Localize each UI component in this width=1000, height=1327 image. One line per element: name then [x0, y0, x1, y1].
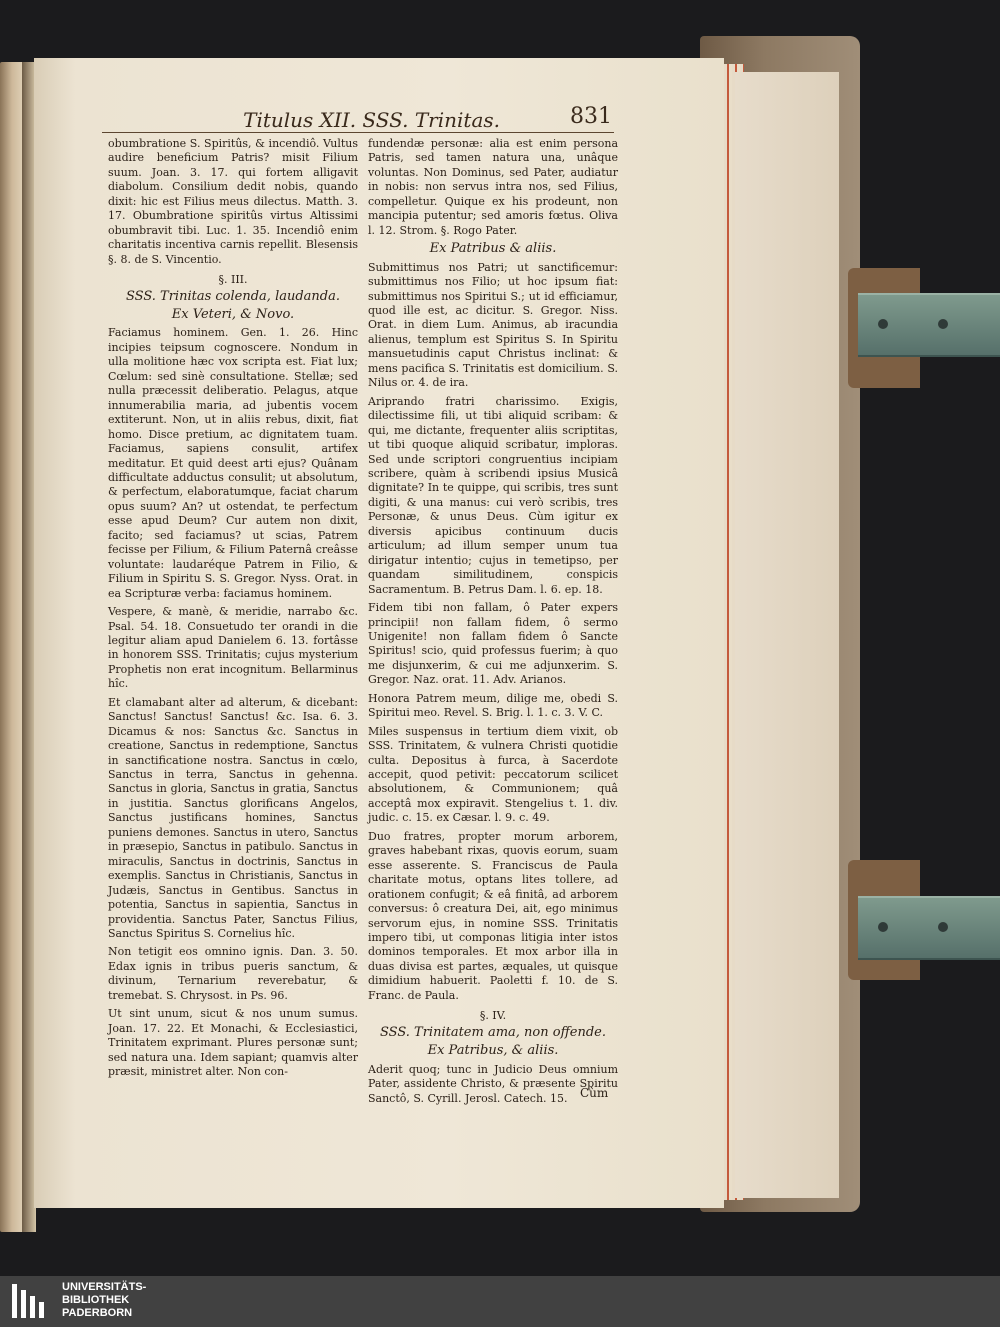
- section-subheading: Ex Patribus, & aliis.: [427, 1043, 559, 1059]
- paragraph: Ariprando fratri charissimo. Exigis, dilectissime fili, ut tibi aliquid scribam: & qui, me dictante, frequenter aliis scriptitas, ut tibi quoque aliquid scribatur, imploras. Sed unde scriptori congruentius incipiam scribere, quàm à scribendi ipsius Musicâ dignitate? In te quippe, qui scribis, tres sunt digiti, & una manus: cui verò scribis, tres Personæ, & unus Deus. Cùm igitur ex diversis apicibus continuum ducis articulum; ad illum semper unum tua dirigatur intentio; cujus in temetipso, per quandam similitudinem, conspicis Sacramentum. B. Petrus Dam. l. 6. ep. 18.: [368, 394, 618, 596]
- rivet-icon: [938, 319, 948, 329]
- paragraph: Ut sint unum, sicut & nos unum sumus. Joan. 17. 22. Et Monachi, & Ecclesiastici, Trinitatem exprimant. Plures personæ sunt; sed natura una. Idem sapiant; quamvis alter præsit, ministret alter. Non con-: [108, 1007, 358, 1079]
- paragraph: Et clamabant alter ad alterum, & dicebant: Sanctus! Sanctus! Sanctus! &c. Isa. 6. 3. Dicamus & nos: Sanctus &c. Sanctus in creatione, Sanctus in redemptione, Sanctus in sanctificatione nostra. Sanctus in cœlo, Sanctus in terra, Sanctus in gehenna. Sanctus in gloria, Sanctus in gratia, Sanctus in justitia. Sanctus glorificans Angelos, Sanctus justificans homines, Sanctus puniens demones. Sanctus in utero, Sanctus in præsepio, Sanctus in patibulo. Sanctus in miraculis, Sanctus in doctrinis, Sanctus in exemplis. Sanctus in Christianis, Sanctus in Judæis, Sanctus in Gentibus. Sanctus in potentia, Sanctus in sapientia, Sanctus in providentia. Sanctus Pater, Sanctus Filius, Sanctus Spiritus S. Cornelius hîc.: [108, 695, 358, 941]
- clasp-lower: [858, 896, 1000, 960]
- page-number: 831: [570, 104, 612, 129]
- rivet-icon: [938, 922, 948, 932]
- paragraph: Duo fratres, propter morum arborem, graves habebant rixas, quovis eorum, suam esse asserente. S. Franciscus de Paula charitate motus, optans lites tollere, ad orationem confugit; & eâ finitâ, ad arborem conversus: ô creatura Dei, ait, ego minimus servorum ejus, in nomine SSS. Trinitatis impero tibi, ut componas litigia inter istos dominos temporales. Et mox arbor illa in duas divisa est partes, æquales, ut quisque dimidium habuerit. Paoletti f. 10. de S. Franc. de Paula.: [368, 829, 618, 1002]
- paragraph: Non tetigit eos omnino ignis. Dan. 3. 50. Edax ignis in tribus pueris sanctum, & divinum, Ternarium reverebatur, & tremebat. S. Chrysost. in Ps. 96.: [108, 945, 358, 1002]
- section-number: §. III.: [218, 273, 248, 287]
- footer-bar: [0, 1276, 1000, 1327]
- paragraph: Miles suspensus in tertium diem vixit, ob SSS. Trinitatem, & vulnera Christi quotidie culta. Depositus à furca, à Sacerdote accepit, quod petivit: peccatorum scilicet absolutionem, & Communionem; quâ acceptâ mox expiravit. Stengelius t. 1. div. judic. c. 15. ex Cæsar. l. 9. c. 49.: [368, 724, 618, 825]
- paragraph: Fidem tibi non fallam, ô Pater expers principii! non fallam fidem, ô sermo Unigenite! non fallam fidem ô Sancte Spiritus! scio, quid professus fuerim; à quo me disjunxerim, & cui me adjunxerim. S. Gregor. Naz. orat. 11. Adv. Arianos.: [368, 601, 618, 687]
- section-subheading: Ex Veteri, & Novo.: [171, 306, 295, 322]
- paragraph: Vespere, & manè, & meridie, narrabo &c. Psal. 54. 18. Consuetudo ter orandi in die legitur aliam apud Danielem 6. 13. fortâsse in honorem SSS. Trinitatis; cujus mysterium Prophetis non erat incognitum. Bellarminus hîc.: [108, 605, 358, 691]
- right-column: [368, 137, 618, 1110]
- library-name-line: PADERBORN: [62, 1307, 133, 1319]
- paragraph: obumbratione S. Spiritûs, & incendiô. Vultus audire beneficium Patris? misit Filium suum. Joan. 3. 17. qui fortem alligavit diabolum. Consilium dedit nobis, quando dixit: hic est Filius meus dilectus. Matth. 3. 17. Obumbratione spiritûs virtus Altissimi obumbravit tibi. Luc. 1. 35. Incendiô enim charitatis incentiva carnis repellit. Blesensis §. 8. de S. Vincentio.: [108, 137, 358, 266]
- library-name-line: UNIVERSITÄTS-: [62, 1281, 147, 1293]
- paragraph: Submittimus nos Patri; ut sanctificemur: submittimus nos Filio; ut hoc ipsum fiat: submittimus nos Spiritui S.; ut id efficiamur, quod ille est, ac dicitur. S. Gregor. Niss. Orat. in diem Lum. Animus, ab iracundia alienus, templum est Spiritus S. In Spiritu mansuetudinis caput Christus inclinat: & mens pacifica S. Trinitatis est domicilium. S. Nilus or. 4. de ira.: [368, 260, 618, 390]
- left-column: [108, 137, 358, 1084]
- clasp-upper: [858, 293, 1000, 357]
- library-name: [62, 1281, 146, 1320]
- header-rule: [102, 132, 614, 133]
- running-title: Titulus XII. SSS. Trinitas.: [243, 108, 500, 132]
- library-logo-icon: [12, 1284, 50, 1318]
- paragraph: Honora Patrem meum, dilige me, obedi S. Spiritui meo. Revel. S. Brig. l. 1. c. 3. V. C.: [368, 691, 618, 720]
- paragraph: Faciamus hominem. Gen. 1. 26. Hinc incipies teipsum cognoscere. Nondum in ulla molitione hæc vox scripta est. Fiat lux; Cœlum: sed sinè consultatione. Stellæ; sed nulla præcessit deliberatio. Pelagus, atque innumerabilia maria, ad jubentis vocem extiterunt. Non, ut in aliis rebus, dixit, fiat homo. Disce pretium, ac dignitatem tuam. Faciamus, sapiens consulit, artifex meditatur. Et quid deest arti ejus? Quânam difficultate adductus consulit; ut absolutum, & perfectum, elaboratumque, faciat charum opus suum? An? ut ostendat, te perfectum esse apud Deum? Cur autem non dixit, facito; sed faciamus? ut scias, Patrem fecisse per Filium, & Filium Paternâ creâsse voluntate: laudaréque Patrem in Filio, & Filium in Spiritu S. S. Gregor. Nyss. Orat. in ea Scripturæ verba: faciamus hominem.: [108, 326, 358, 600]
- rivet-icon: [878, 319, 888, 329]
- section-number: §. IV.: [479, 1009, 507, 1023]
- flyleaf: [735, 72, 839, 1198]
- catchword: Cùm: [580, 1086, 609, 1100]
- section-subheading: Ex Patribus & aliis.: [429, 241, 557, 257]
- left-page-edge: [0, 62, 24, 1232]
- rivet-icon: [878, 922, 888, 932]
- section-heading: SSS. Trinitatem ama, non offende.: [379, 1024, 607, 1040]
- library-name-line: BIBLIOTHEK: [62, 1294, 130, 1306]
- section-heading: SSS. Trinitas colenda, laudanda.: [125, 288, 340, 304]
- paragraph: fundendæ personæ: alia est enim persona Patris, sed tamen natura una, unâque voluntas. Non Dominus, sed Pater, audiatur in nobis: non servus intra nos, sed Filius, compelletur. Quique ex his prodeunt, non mancipia putentur; sed amoris fœtus. Oliva l. 12. Strom. §. Rogo Pater.: [368, 137, 618, 237]
- paragraph: Aderit quoq; tunc in Judicio Deus omnium Pater, assidente Christo, & præsente Spiritu Sanctô, S. Cyrill. Jerosl. Catech. 15.: [368, 1062, 618, 1105]
